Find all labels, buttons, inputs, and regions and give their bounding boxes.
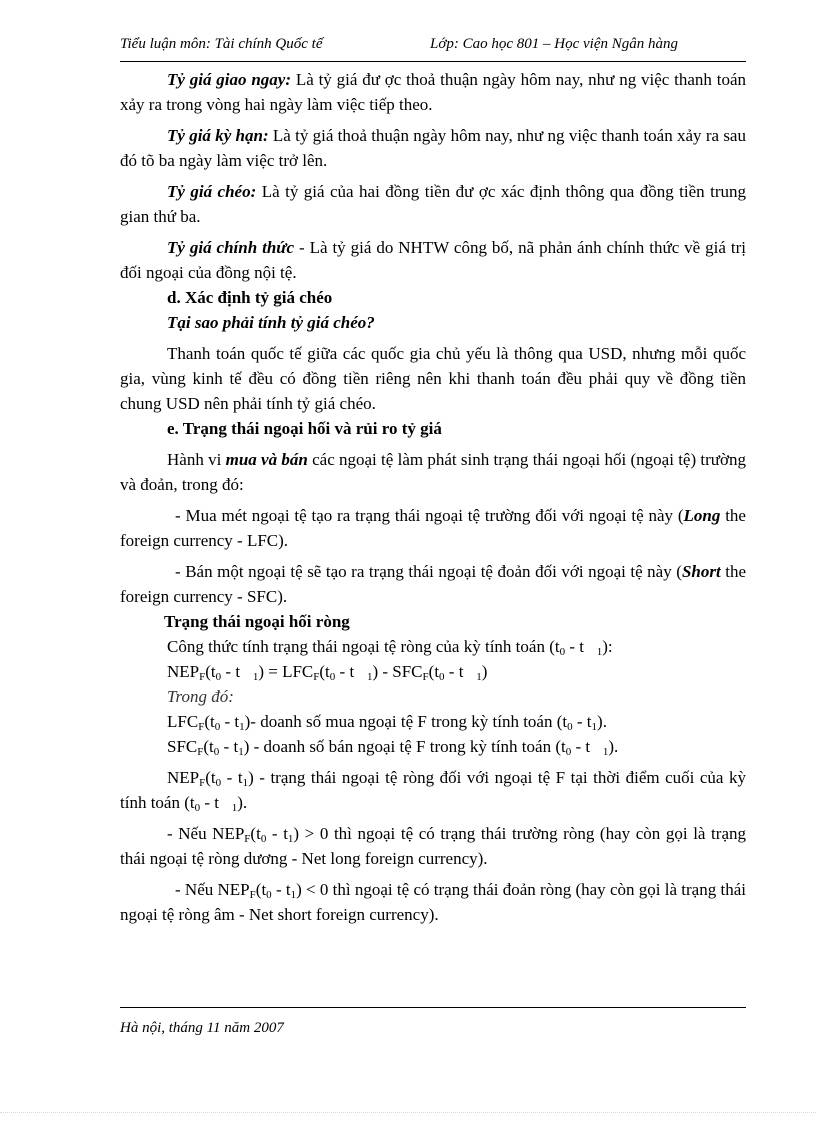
subscript: 1 (366, 671, 373, 683)
formula-var: t (261, 880, 267, 899)
subscript: 0 (266, 889, 272, 901)
formula-var: t (285, 880, 291, 899)
formula-var: t (233, 737, 239, 756)
subscript: 0 (215, 671, 222, 683)
formula-intro: Công thức tính trạng thái ngoại tệ ròng của kỳ tính toán ($t_0$ - t $_1$): (167, 637, 613, 658)
subscript: 1 (591, 721, 598, 733)
nep-definition: $NEP_F(t_0 - t_1)$ - trạng thái ngoại tệ ròng đối với ngoại tệ F tại thời điểm cuối của kỳ tính toán ($t_0$ - t $_1$). (120, 768, 746, 814)
formula-var: t (586, 712, 592, 731)
def-term: Tỷ giá giao ngay: (167, 70, 291, 89)
short-position-item (120, 559, 746, 609)
def-text: Là tỷ giá của hai đồng tiền đư ợc xác định thông qua đồng tiền trung gian thứ ba. (120, 182, 746, 226)
formula-intro-text: Công thức tính trạng thái ngoại tệ ròng của kỳ tính toán (t (167, 637, 560, 656)
subscript: F (199, 777, 206, 789)
def-forward-rate (120, 123, 746, 173)
subscript: F (244, 833, 251, 845)
nep-desc: - trạng thái ngoại tệ ròng đối với ngoại tệ F tại thời điểm cuối của kỳ tính toán (t (120, 768, 746, 812)
section-e-heading: e. Trạng thái ngoại hối và rủi ro tỷ giá (167, 419, 442, 438)
intro-text: các ngoại tệ làm phát sinh trạng thái ngoại hối (ngoại tệ) trường và đoản, trong đó: (120, 450, 746, 494)
net-position-formula: $NEP_F(t_0$ - t $_1) = LFC_F(t_0 - t$ $_1) - SFC_F(t_0$ - t $_1$) (167, 662, 488, 683)
subscript: F (249, 889, 256, 901)
def-term: Tỷ giá kỳ hạn: (167, 126, 269, 145)
section-d-paragraph: Thanh toán quốc tế giữa các quốc gia chủ yếu là thông qua USD, nhưng mỗi quốc gia, vùng kinh tế đều có đồng tiền riêng nên khi thanh toán đều phải quy về đồng tiền chung USD nên phải tính tỷ giá chéo. (120, 344, 746, 413)
formula-var: t (256, 824, 261, 843)
item-text: the foreign currency - LFC). (120, 506, 746, 550)
formula-var: t (585, 737, 591, 756)
subscript: 0 (213, 746, 220, 758)
formula-var: t (283, 824, 288, 843)
formula-var: t (234, 712, 240, 731)
subscript: 1 (287, 833, 294, 845)
subscript: 0 (567, 721, 573, 733)
section-e-intro (120, 447, 746, 497)
subscript: F (313, 671, 320, 683)
def-official-rate (120, 235, 746, 285)
formula-var: t (209, 712, 215, 731)
sfc-desc: - doanh số bán ngoại tệ F trong kỳ tính toán (t (249, 737, 566, 756)
formula-var: t (325, 662, 330, 681)
header-class: Lớp: Cao học 801 – Học viện Ngân hàng (430, 36, 678, 52)
section-d-heading: d. Xác định tỷ giá chéo (167, 288, 333, 307)
subscript: F (198, 721, 205, 733)
footer-date: Hà nội, tháng 11 năm 2007 (120, 1020, 284, 1036)
def-term: Tỷ giá chính thức (167, 238, 295, 257)
formula-var: t (214, 793, 220, 812)
formula-var: t (237, 768, 243, 787)
def-term: Tỷ giá chéo: (167, 182, 257, 201)
subscript: 0 (439, 671, 445, 683)
subscript: 1 (239, 721, 245, 733)
formula-var: t (349, 662, 355, 681)
item-text: the foreign currency - SFC). (120, 562, 746, 606)
section-d-question: Tại sao phải tính tỷ giá chéo? (167, 313, 375, 332)
def-spot-rate (120, 67, 746, 117)
footer-rule (120, 1007, 746, 1008)
formula-var: NEP (167, 662, 200, 681)
subscript: 0 (214, 721, 221, 733)
subscript: 1 (476, 671, 482, 683)
def-text: - Là tỷ giá do NHTW công bố, nã phản ánh chính thức về giá trị đối ngoại của đồng nội tệ. (120, 238, 746, 282)
lfc-desc: - doanh số mua ngoại tệ F trong kỳ tính toán (t (250, 712, 568, 731)
item-term: Long (683, 506, 721, 525)
long-position-item (120, 503, 746, 553)
def-cross-rate (120, 179, 746, 229)
intro-text: Hành vi (167, 450, 226, 469)
subscript: 1 (252, 671, 259, 683)
subscript: 0 (194, 802, 201, 814)
formula-var: t (209, 737, 214, 756)
def-text: Là tỷ giá đư ợc thoả thuận ngày hôm nay, như ng việc thanh toán xảy ra trong vòng hai ngày làm việc tiếp theo. (120, 70, 746, 114)
subscript: F (422, 671, 429, 683)
subscript: 1 (290, 889, 297, 901)
formula-var: SFC (392, 662, 423, 681)
formula-var: t (210, 768, 216, 787)
formula-var: LFC (167, 712, 199, 731)
formula-var: LFC (282, 662, 314, 681)
net-position-heading: Trạng thái ngoại hối ròng (164, 612, 350, 631)
item-text: - Mua mét ngoại tệ tạo ra trạng thái ngoại tệ trường đối với ngoại tệ này ( (175, 506, 684, 525)
header-course: Tiểu luận môn: Tài chính Quốc tế (120, 36, 323, 52)
where-label: Trong đó: (167, 687, 234, 706)
def-text: Là tỷ giá thoả thuận ngày hôm nay, như ng việc thanh toán xảy ra sau đó tõ ba ngày làm việc trở lên. (120, 126, 746, 170)
formula-var: t (210, 662, 216, 681)
formula-var: t (579, 637, 584, 656)
item-text: - Bán một ngoại tệ sẽ tạo ra trạng thái ngoại tệ đoản đối với ngoại tệ này ( (175, 562, 682, 581)
subscript: 1 (602, 746, 609, 758)
case-text: - Nếu NEP (175, 880, 250, 899)
formula-var: t (458, 662, 464, 681)
subscript: F (197, 746, 204, 758)
formula-var: NEP (167, 768, 200, 787)
subscript: 0 (329, 671, 336, 683)
case-text: ) > 0 thì ngoại tệ có trạng thái trường ròng (hay còn gọi là trạng thái ngoại tệ ròng dương - Net long foreign currency). (120, 824, 746, 868)
sfc-definition: $SFC_F(t_0 - t_1)$ - doanh số bán ngoại tệ F trong kỳ tính toán ($t_0$ - t $_1$). (167, 737, 619, 758)
formula-var: t (235, 662, 241, 681)
case-text: - Nếu NEP (167, 824, 245, 843)
subscript: F (199, 671, 206, 683)
subscript: 0 (559, 646, 566, 658)
negative-net-case: - Nếu $NEP_F(t_0 - t_1) < 0$ thì ngoại tệ có trạng thái đoản ròng (hay còn gọi là trạng thái ngoại tệ ròng âm - Net short foreign currency). (120, 880, 746, 924)
page-body (120, 67, 746, 927)
subscript: 0 (565, 746, 572, 758)
subscript: 0 (260, 833, 267, 845)
item-term: Short (681, 562, 721, 581)
subscript: 1 (596, 646, 603, 658)
subscript: 1 (238, 746, 244, 758)
subscript: 1 (242, 777, 249, 789)
formula-var: SFC (167, 737, 198, 756)
intro-term: mua và bán (225, 450, 308, 469)
page-edge-divider (0, 1112, 816, 1113)
subscript: 1 (231, 802, 238, 814)
case-text: ) < 0 thì ngoại tệ có trạng thái đoản ròng (hay còn gọi là trạng thái ngoại tệ ròng âm - Net short foreign currency). (120, 880, 746, 924)
subscript: 0 (215, 777, 222, 789)
header-rule (120, 61, 746, 62)
lfc-definition: $LFC_F(t_0 - t_1)-$ doanh số mua ngoại tệ F trong kỳ tính toán $(t_0 - t_1)$. (167, 712, 607, 733)
positive-net-case: - Nếu $NEP_F(t_0 - t_1) > 0$ thì ngoại tệ có trạng thái trường ròng (hay còn gọi là trạng thái ngoại tệ ròng dương - Net long foreign currency). (120, 824, 746, 868)
formula-var: t (434, 662, 440, 681)
